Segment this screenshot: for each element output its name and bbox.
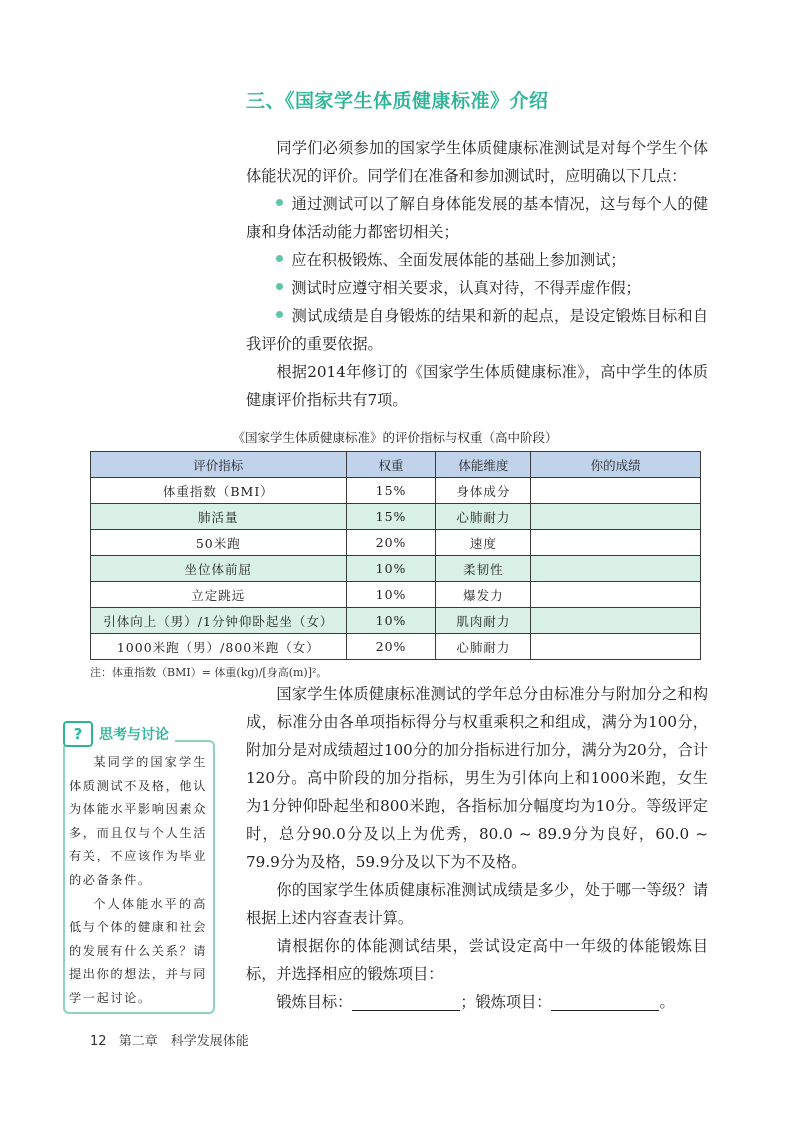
discussion-paragraph: 个人体能水平的高低与个体的健康和社会的发展有什么关系？请提出你的想法，并与同学一起讨论。 [69, 896, 207, 1005]
separator: ； [460, 993, 476, 1011]
question-icon: ? [63, 721, 93, 747]
standard-table [90, 451, 701, 660]
table-cell: 10% [346, 582, 436, 608]
table-cell: 爆发力 [436, 582, 531, 608]
table-cell: 心肺耐力 [436, 634, 531, 660]
table-header-cell: 评价指标 [91, 452, 347, 478]
table-row [91, 582, 701, 608]
table-cell: 20% [346, 530, 436, 556]
table-row [91, 556, 701, 582]
table-cell: 20% [346, 634, 436, 660]
task-paragraph: 请根据你的体能测试结果，尝试设定高中一年级的体能锻炼目标，并选择相应的锻炼项目： [246, 937, 708, 983]
score-cell[interactable] [531, 582, 701, 608]
scoring-paragraph: 国家学生体质健康标准测试的学年总分由标准分与附加分之和构成，标准分由各单项指标得分与权重乘积之和组成，满分为100分，附加分是对成绩超过100分的加分指标进行加分，满分为20分，合计120分。高中阶段的加分指标，男生为引体向上和1000米跑，女生为1分钟仰卧起坐和800米跑，各指标加分幅度均为10分。等级评定时，总分90.0分及以上为优秀，80.0 ~ 89.9分为良好，60.0 ~ 79.9分为及格，59.9分及以下为不及格。 [246, 685, 708, 871]
table-row [91, 504, 701, 530]
score-cell[interactable] [531, 556, 701, 582]
table-header-cell: 权重 [346, 452, 436, 478]
item-blank[interactable] [551, 992, 659, 1011]
score-cell[interactable] [531, 634, 701, 660]
table-cell: 15% [346, 504, 436, 530]
table-cell: 身体成分 [436, 478, 531, 504]
bullet-dot-icon [276, 199, 283, 206]
discussion-header [63, 722, 175, 746]
table-header-row [91, 452, 701, 478]
table-header-cell: 你的成绩 [531, 452, 701, 478]
chapter-title: 第二章 科学发展体能 [118, 1034, 249, 1049]
intro-block [246, 134, 708, 414]
bullet-item: 测试成绩是自身锻炼的结果和新的起点，是设定锻炼目标和自我评价的重要依据。 [246, 307, 708, 353]
table-note: 注：体重指数（BMI）= 体重(kg)/[身高(m)]²。 [90, 666, 328, 679]
bullet-dot-icon [276, 311, 283, 318]
discussion-paragraph: 某同学的国家学生体质测试不及格，他认为体能水平影响因素众多，而且仅与个人生活有关，不应该作为毕业的必备条件。 [69, 755, 207, 887]
table-cell: 50米跑 [91, 530, 347, 556]
table-cell: 10% [346, 608, 436, 634]
bullet-item: 通过测试可以了解自身体能发展的基本情况，这与每个人的健康和身体活动能力都密切相关； [246, 195, 708, 241]
discussion-label: 思考与讨论 [99, 727, 169, 743]
table-title: 《国家学生体质健康标准》的评价指标与权重（高中阶段） [232, 430, 558, 445]
intro-paragraph: 同学们必须参加的国家学生体质健康标准测试是对每个学生个体体能状况的评价。同学们在准备和参加测试时，应明确以下几点： [246, 139, 708, 185]
page-number: 12 [90, 1034, 107, 1049]
line-end: 。 [659, 993, 675, 1011]
score-cell[interactable] [531, 504, 701, 530]
table-cell: 10% [346, 556, 436, 582]
goal-label: 锻炼目标： [276, 993, 353, 1011]
table-cell: 15% [346, 478, 436, 504]
discussion-text [69, 751, 207, 1011]
section-title: 三、《国家学生体质健康标准》介绍 [246, 90, 549, 112]
table-cell: 坐位体前屈 [91, 556, 347, 582]
table-row [91, 634, 701, 660]
table-cell: 心肺耐力 [436, 504, 531, 530]
goal-line [246, 988, 708, 1016]
table-cell: 1000米跑（男）/800米跑（女） [91, 634, 347, 660]
goal-blank[interactable] [352, 992, 460, 1011]
question-paragraph: 你的国家学生体质健康标准测试成绩是多少，处于哪一等级？请根据上述内容查表计算。 [246, 881, 708, 927]
bullet-dot-icon [276, 255, 283, 262]
page-footer [90, 1030, 249, 1049]
intro-paragraph-2: 根据2014年修订的《国家学生体质健康标准》，高中学生的体质健康评价指标共有7项。 [246, 363, 708, 409]
table-cell: 体重指数（BMI） [91, 478, 347, 504]
score-cell[interactable] [531, 530, 701, 556]
table-row [91, 530, 701, 556]
score-cell[interactable] [531, 608, 701, 634]
item-label: 锻炼项目： [475, 993, 552, 1011]
table-cell: 引体向上（男）/1分钟仰卧起坐（女） [91, 608, 347, 634]
table-cell: 立定跳远 [91, 582, 347, 608]
bullet-item: 应在积极锻炼、全面发展体能的基础上参加测试； [246, 246, 708, 274]
table-cell: 速度 [436, 530, 531, 556]
table-row [91, 608, 701, 634]
bullet-dot-icon [276, 283, 283, 290]
table-row [91, 478, 701, 504]
main-block [246, 680, 708, 1016]
bullet-item: 测试时应遵守相关要求，认真对待，不得弄虚作假； [246, 274, 708, 302]
score-cell[interactable] [531, 478, 701, 504]
table-cell: 柔韧性 [436, 556, 531, 582]
table-cell: 肌肉耐力 [436, 608, 531, 634]
table-header-cell: 体能维度 [436, 452, 531, 478]
table-cell: 肺活量 [91, 504, 347, 530]
